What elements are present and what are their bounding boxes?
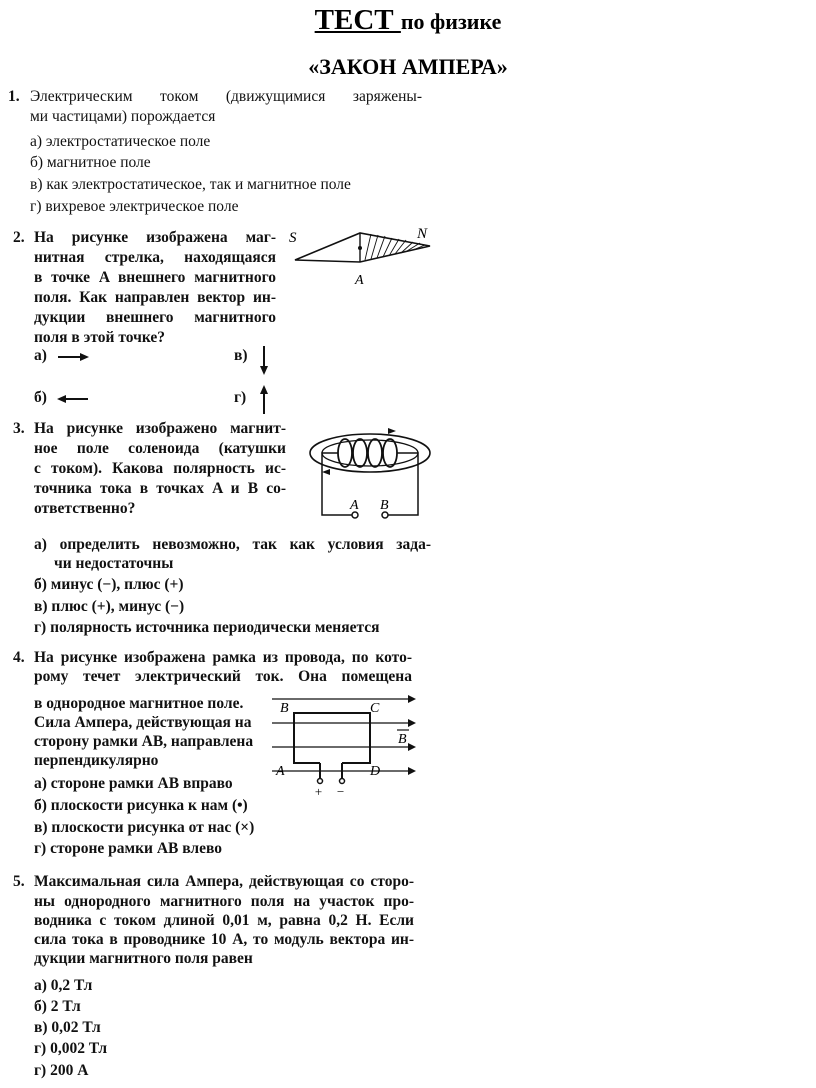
q2-line2: нитная стрелка, находящаяся xyxy=(34,249,276,266)
title-rest: по физике xyxy=(400,9,502,34)
q5-number: 5. xyxy=(13,873,25,890)
field-arrow-bottom xyxy=(322,469,330,475)
label-c: C xyxy=(370,701,380,716)
wire-frame xyxy=(294,713,370,763)
q2-line5: дукции внешнего магнитного xyxy=(34,309,276,326)
q3-line5: ответственно? xyxy=(34,500,136,517)
q4-option-b: б) плоскости рисунка к нам (•) xyxy=(34,797,248,814)
q4-option-a: а) стороне рамки AB вправо xyxy=(34,775,233,792)
q3-line4: точника тока в точках A и B со- xyxy=(34,480,286,497)
field-lines xyxy=(272,699,408,771)
q3-number: 3. xyxy=(13,420,25,437)
q1-option-b: б) магнитное поле xyxy=(30,154,151,171)
q1-option-a: а) электростатическое поле xyxy=(30,133,211,150)
q3-line3: с током). Какова полярность ис- xyxy=(34,460,286,477)
q4-option-g: г) стороне рамки AB влево xyxy=(34,840,222,857)
label-b: B xyxy=(280,701,289,716)
q4-line2: рому течет электрический ток. Она помещена xyxy=(34,668,412,685)
q2-line4: поля. Как направлен вектор ин- xyxy=(34,289,276,306)
q1-number: 1. xyxy=(8,88,20,105)
q1-line1: Электрическим током (движущимися заряжены- xyxy=(30,88,422,105)
terminal-minus xyxy=(340,779,345,784)
q4-line6: перпендикулярно xyxy=(34,752,159,769)
title-main: ТЕСТ xyxy=(314,4,401,36)
coil-turns xyxy=(338,439,397,467)
needle-outline xyxy=(295,233,430,262)
q4-option-v: в) плоскости рисунка от нас (×) xyxy=(34,819,255,836)
q5-option-g: г) 0,002 Тл xyxy=(34,1040,108,1057)
q2-option-g-label: г) xyxy=(234,389,247,406)
q5-option-v: в) 0,02 Тл xyxy=(34,1019,101,1036)
q2-option-a-label: а) xyxy=(34,347,47,364)
q2-line6: поля в этой точке? xyxy=(34,329,166,346)
q3-line2: ное поле соленоида (катушки xyxy=(34,440,286,457)
arrow-left-icon xyxy=(56,393,88,405)
q5-line4: сила тока в проводнике 10 А, то модуль вектора ин- xyxy=(34,931,414,948)
q2-line3: в точке A внешнего магнитного xyxy=(34,269,276,286)
q1-option-v: в) как электростатическое, так и магнитное поле xyxy=(30,176,351,193)
q5-line3: водника с током длиной 0,01 м, равна 0,2 Н. Если xyxy=(34,912,414,929)
q5-line2: ны однородного магнитного поля на участок про- xyxy=(34,893,414,910)
label-d: D xyxy=(370,764,381,779)
q3-line1: На рисунке изображено магнит- xyxy=(34,420,286,437)
label-n: N xyxy=(417,226,428,242)
q4-line5: сторону рамки AB, направлена xyxy=(34,733,254,750)
label-vector-b: B xyxy=(398,732,407,747)
terminal-plus xyxy=(318,779,323,784)
q5-option-extra: г) 200 А xyxy=(34,1062,89,1079)
compass-needle-figure xyxy=(285,222,435,292)
label-a: A xyxy=(350,498,359,513)
q3-option-b: б) минус (−), плюс (+) xyxy=(34,576,184,593)
wire-frame-figure xyxy=(268,695,418,800)
field-arrowheads xyxy=(408,695,416,775)
label-a: A xyxy=(355,273,364,288)
q3-option-g: г) полярность источника периодически меняется xyxy=(34,619,380,636)
q2-option-b-label: б) xyxy=(34,389,47,406)
solenoid-figure xyxy=(300,415,440,525)
q3-option-a: а) определить невозможно, так как условия зада- xyxy=(34,536,431,553)
q4-line1: На рисунке изображена рамка из провода, по кото- xyxy=(34,649,412,666)
needle-hatching xyxy=(365,234,425,260)
q4-line3: в однородное магнитное поле. xyxy=(34,695,244,712)
arrow-up-icon xyxy=(258,384,270,414)
q5-line1: Максимальная сила Ампера, действующая со сторо- xyxy=(34,873,414,890)
field-arrow-top xyxy=(388,428,396,434)
label-a: A xyxy=(276,764,285,779)
q4-line4: Сила Ампера, действующая на xyxy=(34,714,252,731)
q2-option-v-label: в) xyxy=(234,347,248,364)
page-title xyxy=(0,4,816,37)
label-s: S xyxy=(289,230,297,246)
arrow-right-icon xyxy=(58,351,90,363)
q5-line5: дукции магнитного поля равен xyxy=(34,950,253,967)
label-b: B xyxy=(380,498,389,513)
q2-line1: На рисунке изображена маг- xyxy=(34,229,276,246)
needle-point-a xyxy=(358,246,362,250)
q2-number: 2. xyxy=(13,229,25,246)
q4-number: 4. xyxy=(13,649,25,666)
arrow-down-icon xyxy=(258,346,270,376)
q3-option-a-cont: чи недостаточны xyxy=(54,555,174,572)
q5-option-a: а) 0,2 Тл xyxy=(34,977,93,994)
q3-option-v: в) плюс (+), минус (−) xyxy=(34,598,185,615)
q1-option-g: г) вихревое электрическое поле xyxy=(30,198,239,215)
label-minus: − xyxy=(336,784,345,799)
label-plus: + xyxy=(314,784,323,799)
q1-line2: ми частицами) порождается xyxy=(30,108,216,125)
page-subtitle: «ЗАКОН АМПЕРА» xyxy=(308,54,508,79)
q5-option-b: б) 2 Тл xyxy=(34,998,81,1015)
